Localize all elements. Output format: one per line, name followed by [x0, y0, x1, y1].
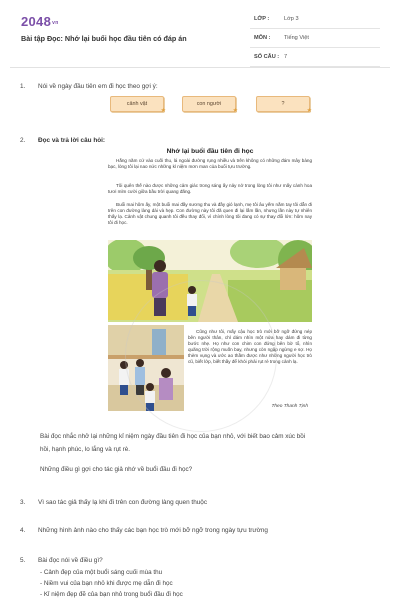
answer-option[interactable]: - Kỉ niệm đẹp đẽ của bạn nhỏ trong buổi đầu đi học — [40, 591, 183, 598]
reading-title: Nhớ lại buổi đầu tiên đi học — [166, 148, 254, 155]
question-text: Những hình ảnh nào cho thấy các bạn học trò mới bỡ ngỡ trong ngày tựu trường — [38, 527, 268, 534]
document-title: Bài tập Đọc: Nhớ lại buổi học đầu tiên có đáp án — [21, 34, 187, 43]
hint-box-unknown: ? ★ — [256, 96, 310, 112]
question-number: 5. — [20, 557, 26, 564]
question-text: Đọc và trả lời câu hỏi: — [38, 137, 106, 144]
answer-option[interactable]: - Cảnh đẹp của một buổi sáng cuối mùa thu — [40, 569, 163, 576]
star-icon: ★ — [160, 108, 166, 114]
question-text: Nói về ngày đầu tiên em đi học theo gợi ý: — [38, 83, 158, 90]
meta-key: MÔN : — [254, 35, 271, 41]
meta-value: Tiếng Việt — [284, 35, 309, 41]
meta-row-subject — [250, 29, 380, 48]
follow-up-question: Những điều gì gợi cho tác giả nhớ về buổi đầu đi học? — [40, 466, 193, 473]
summary-line: Bài đọc nhắc nhở lại những kỉ niệm ngày đầu tiên đi học của bạn nhỏ, với biết bao cảm xúc bồi — [40, 433, 306, 440]
reading-paragraph: Hằng năm cứ vào cuối thu, lá ngoài đường rụng nhiều và trên không có những đám mây bàng bạc, lòng tôi lại nao nức những kỉ niệm mơn man của buổi tựu trường. — [108, 158, 312, 169]
hint-box-scenery: cảnh vật ★ — [110, 96, 164, 112]
question-number: 4. — [20, 527, 26, 534]
document-header — [0, 0, 400, 66]
answer-option[interactable]: - Niềm vui của bạn nhỏ khi được mẹ dẫn đi học — [40, 580, 173, 587]
meta-row-grade — [250, 10, 380, 29]
meta-value: Lớp 3 — [284, 16, 299, 22]
star-icon: ★ — [232, 108, 238, 114]
school-yard-image — [108, 325, 184, 411]
site-logo[interactable]: 2048vn — [21, 14, 59, 29]
meta-key: SỐ CÂU : — [254, 54, 280, 60]
question-number: 2. — [20, 137, 26, 144]
meta-value: 7 — [284, 54, 288, 60]
reading-paragraph: Buổi mai hôm ấy, một buổi mai đầy sương thu và đầy gió lạnh, mẹ tôi âu yếm nắm tay tôi dẫn đi trên con đường làng dài và hẹp. Con đường này tôi đã quen đi lại lắm lần, nhưng lần này tự nhiên thấy lạ. Cảnh vật chung quanh tôi đều thay đổi, vì chính lòng tôi đang có sự thay đổi lớn: hôm nay tôi đi học. — [108, 202, 312, 225]
reading-paragraph-right: Cũng như tôi, mấy cậu học trò mới bỡ ngỡ đứng nép bên người thân, chỉ dám nhìn một nửa hay dám đi từng bước nhẹ. Họ như con chim con đứng bên bờ tổ, nhìn quãng trời rộng muốn bay, nhưng còn ngập ngừng e sợ. Họ thèm vụng và ước ao thầm được như những người học trò cũ, biết lớp, biết thầy để khỏi phải rụt rè trong cảnh lạ. — [188, 329, 312, 364]
meta-row-count — [250, 48, 380, 67]
reading-author: Theo Thanh Tịnh — [271, 404, 308, 409]
reading-passage — [108, 148, 312, 418]
question-number: 3. — [20, 499, 26, 506]
illustration-village-road — [108, 240, 312, 322]
meta-key: LỚP : — [254, 16, 270, 22]
meta-table — [250, 10, 380, 67]
question-number: 1. — [20, 83, 26, 90]
illustration-school-yard — [108, 325, 184, 411]
question-text: Vì sao tác giả thấy lạ khi đi trên con đường làng quen thuộc — [38, 499, 208, 506]
hint-box-people: con người ★ — [182, 96, 236, 112]
reading-paragraph: Tôi quên thế nào được những cảm giác trong sáng ấy nảy nở trong lòng tôi như mấy cành hoa tươi mỉm cười giữa bầu trời quang đãng. — [108, 183, 312, 194]
header-divider — [10, 67, 390, 68]
question-text: Bài đọc nói về điều gì? — [38, 557, 103, 564]
star-icon: ★ — [306, 108, 312, 114]
summary-line: hồi, hạnh phúc, lo lắng và rụt rè. — [40, 446, 130, 453]
village-road-image — [108, 240, 312, 322]
